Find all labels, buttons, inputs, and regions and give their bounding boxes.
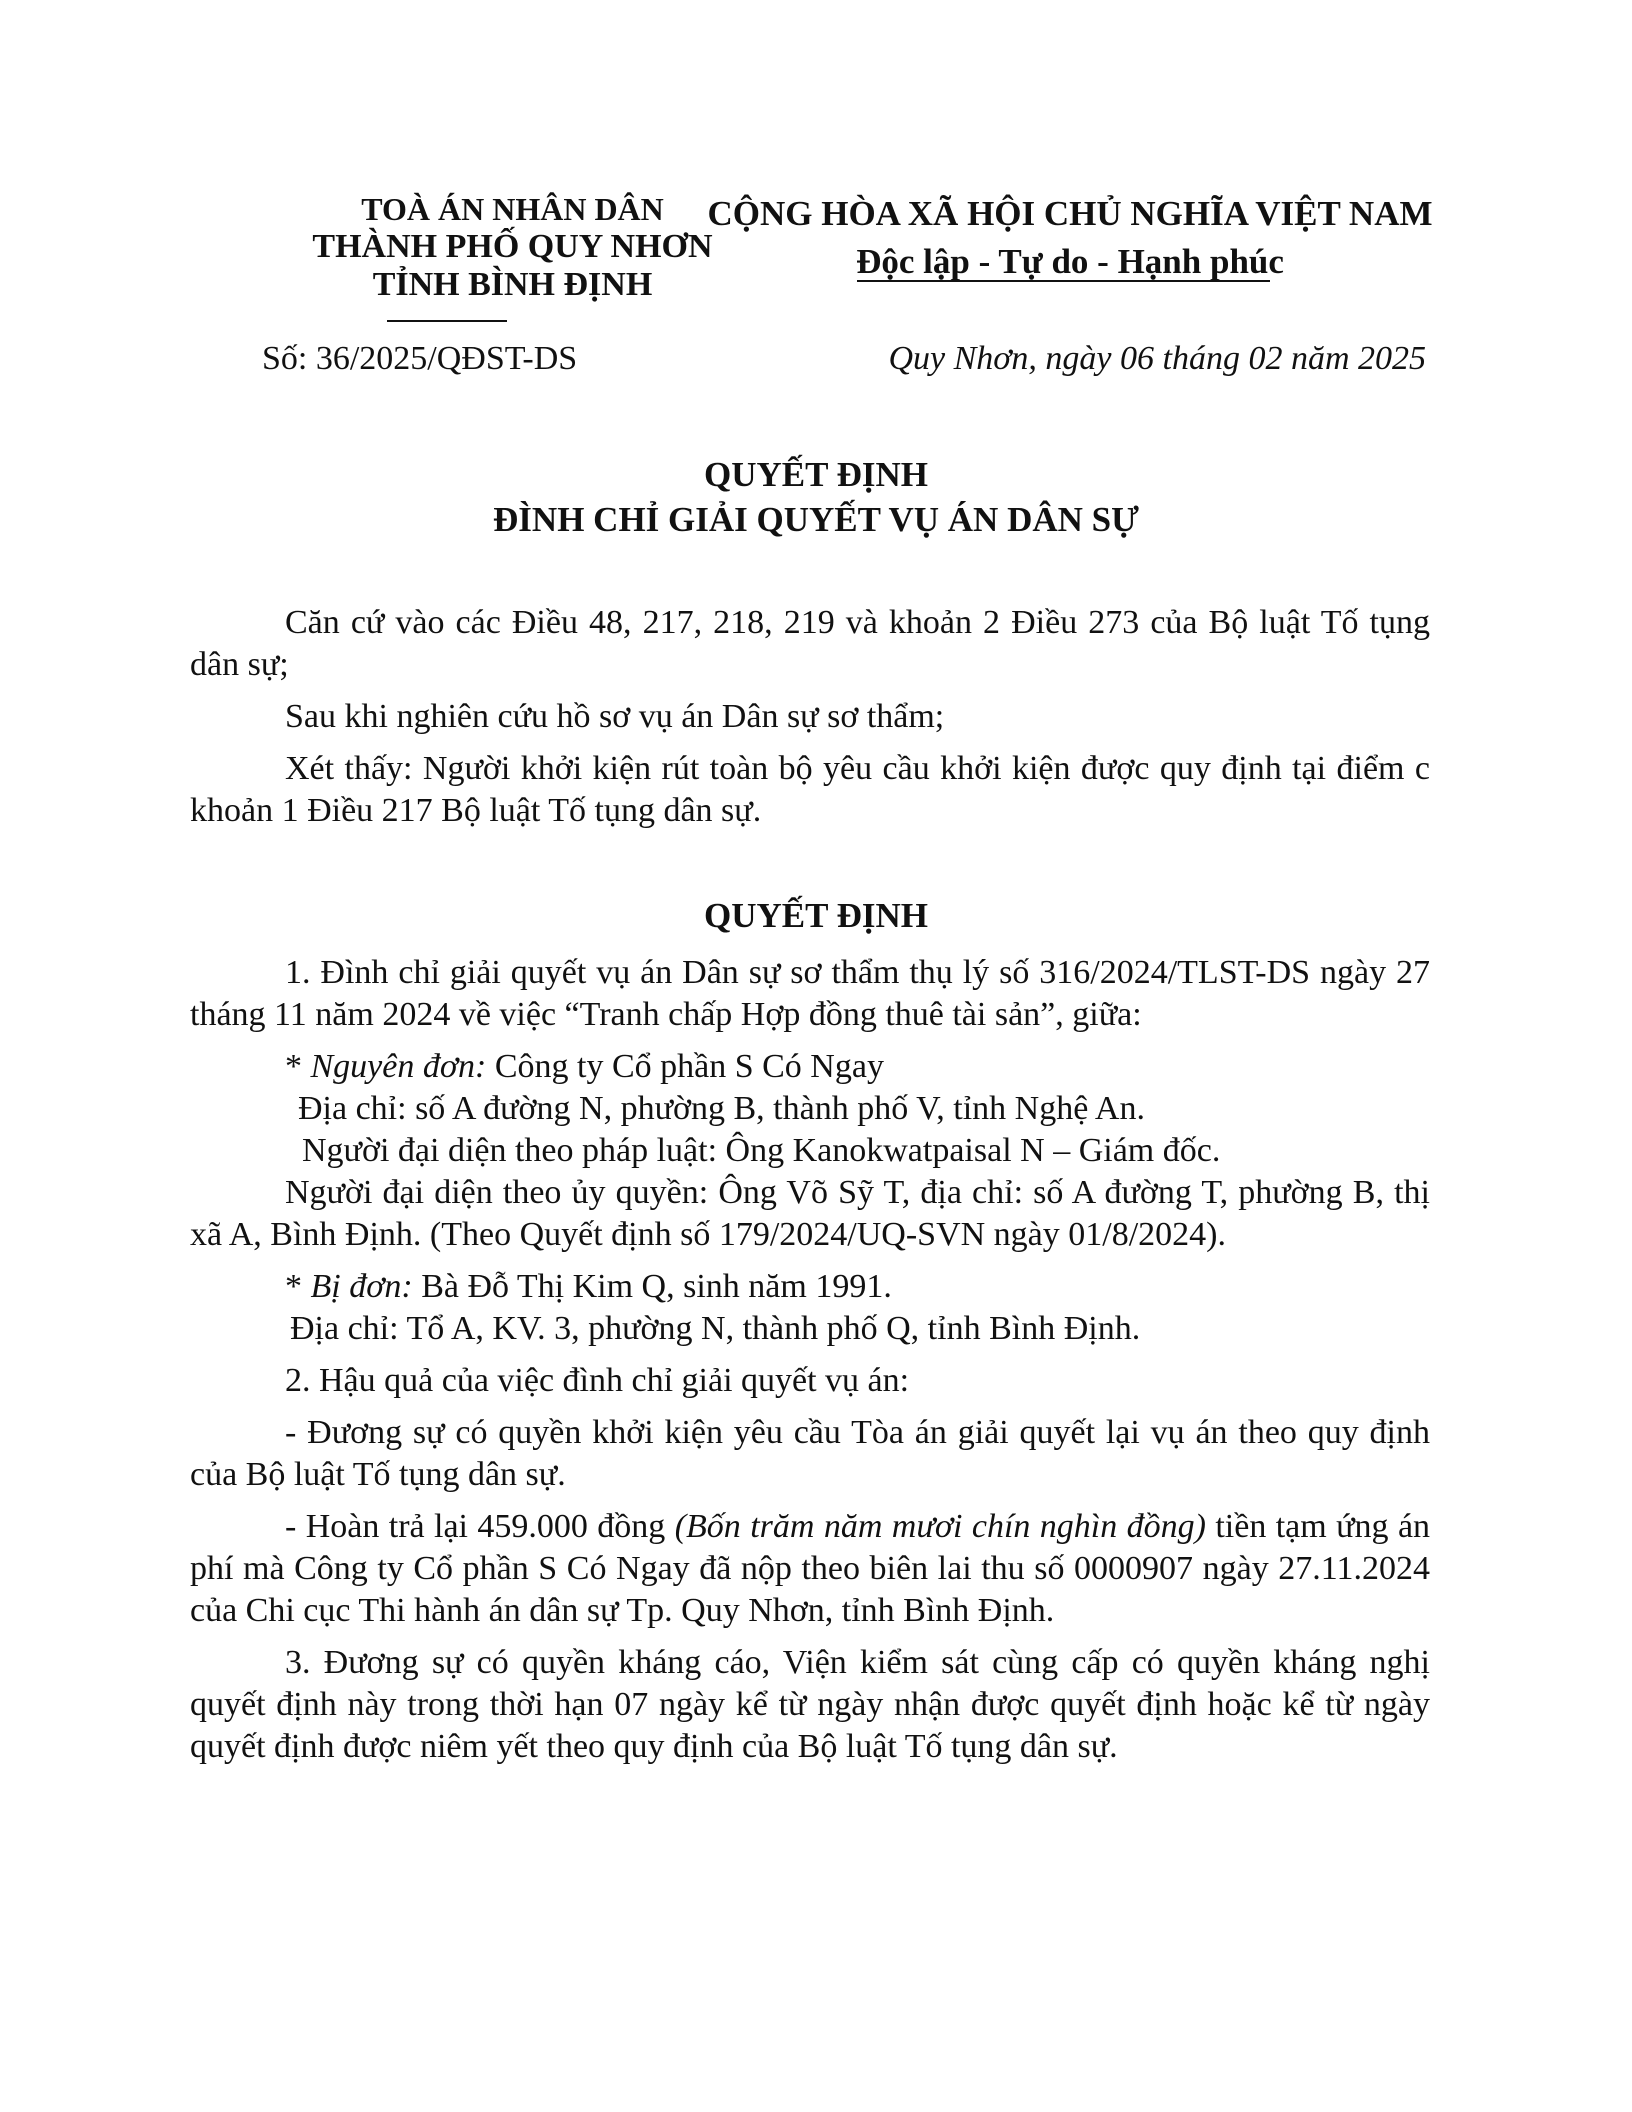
decision-item-3: 3. Đương sự có quyền kháng cáo, Viện kiểm sát cùng cấp có quyền kháng nghị quyết định này trong thời hạn 07 ngày kể từ ngày nhận được quyết định hoặc kể từ ngày quyết định được niêm yết theo quy định của Bộ luật Tố tụng dân sự. <box>190 1644 1430 1765</box>
nation-motto: Độc lập - Tự do - Hạnh phúc <box>856 242 1284 281</box>
plaintiff-address: Địa chỉ: số A đường N, phường B, thành phố V, tỉnh Nghệ An. <box>298 1090 1145 1127</box>
title-line-1: QUYẾT ĐỊNH <box>704 455 928 494</box>
title-line-2: ĐÌNH CHỈ GIẢI QUYẾT VỤ ÁN DÂN SỰ <box>493 500 1139 539</box>
preamble-paragraph: Căn cứ vào các Điều 48, 217, 218, 219 và khoản 2 Điều 273 của Bộ luật Tố tụng dân sự; <box>190 604 1430 683</box>
defendant-label: Bị đơn: <box>310 1268 413 1305</box>
plaintiff-name: Công ty Cổ phần S Có Ngay <box>494 1048 884 1085</box>
defendant-name: Bà Đỗ Thị Kim Q, sinh năm 1991. <box>421 1268 892 1305</box>
decision-item-2b <box>190 1506 1430 1632</box>
decision-item-2a: - Đương sự có quyền khởi kiện yêu cầu Tòa án giải quyết lại vụ án theo quy định của Bộ luật Tố tụng dân sự. <box>190 1414 1430 1493</box>
preamble-paragraph: Sau khi nghiên cứu hồ sơ vụ án Dân sự sơ thẩm; <box>285 698 945 735</box>
decision-item-1: 1. Đình chỉ giải quyết vụ án Dân sự sơ thẩm thụ lý số 316/2024/TLST-DS ngày 27 tháng 11 năm 2024 về việc “Tranh chấp Hợp đồng thuê tài sản”, giữa: <box>190 954 1430 1033</box>
plaintiff-line: * Nguyên đơn: Công ty Cổ phần S Có Ngay <box>285 1048 884 1085</box>
court-line-3: TỈNH BÌNH ĐỊNH <box>372 266 653 303</box>
decision-item-2: 2. Hậu quả của việc đình chỉ giải quyết vụ án: <box>285 1362 910 1399</box>
refund-details: tiền tạm ứng án phí mà Công ty Cổ phần S Có Ngay đã nộp theo biên lai thu số 0000907 ngày 27.11.2024 của Chi cục Thi hành án dân sự Tp. Quy Nhơn, tỉnh Bình Định. <box>190 1508 1431 1629</box>
preamble <box>190 602 1430 832</box>
authorized-representative: Người đại diện theo ủy quyền: Ông Võ Sỹ T, địa chỉ: số A đường T, phường B, thị xã A, Bình Định. (Theo Quyết định số 179/2024/UQ-SVN ngày 01/8/2024). <box>190 1174 1430 1253</box>
court-underline <box>387 320 507 322</box>
refund-amount: - Hoàn trả lại 459.000 đồng <box>285 1508 666 1545</box>
refund-amount-words: (Bốn trăm năm mươi chín nghìn đồng) <box>674 1508 1206 1545</box>
preamble-paragraph: Xét thấy: Người khởi kiện rút toàn bộ yêu cầu khởi kiện được quy định tại điểm c khoản 1 Điều 217 Bộ luật Tố tụng dân sự. <box>190 750 1430 829</box>
legal-representative: Người đại diện theo pháp luật: Ông Kanokwatpaisal N – Giám đốc. <box>302 1132 1221 1169</box>
plaintiff-label: Nguyên đơn: <box>310 1048 487 1085</box>
court-line-2: THÀNH PHỐ QUY NHƠN <box>312 228 713 265</box>
national-header <box>700 190 1440 286</box>
nation-name: CỘNG HÒA XÃ HỘI CHỦ NGHĨA VIỆT NAM <box>707 194 1433 233</box>
document-date: Quy Nhơn, ngày 06 tháng 02 năm 2025 <box>888 340 1426 377</box>
court-line-1: TOÀ ÁN NHÂN DÂN <box>361 191 664 227</box>
defendant-line: * Bị đơn: Bà Đỗ Thị Kim Q, sinh năm 1991. <box>285 1268 892 1305</box>
decision-heading: QUYẾT ĐỊNH <box>704 896 928 935</box>
document-title <box>0 452 1632 542</box>
defendant-address: Địa chỉ: Tổ A, KV. 3, phường N, thành phố Q, tỉnh Bình Định. <box>290 1310 1141 1347</box>
decision-body <box>190 952 1430 1768</box>
document-number: Số: 36/2025/QĐST-DS <box>262 340 578 377</box>
motto-underline <box>857 280 1270 282</box>
